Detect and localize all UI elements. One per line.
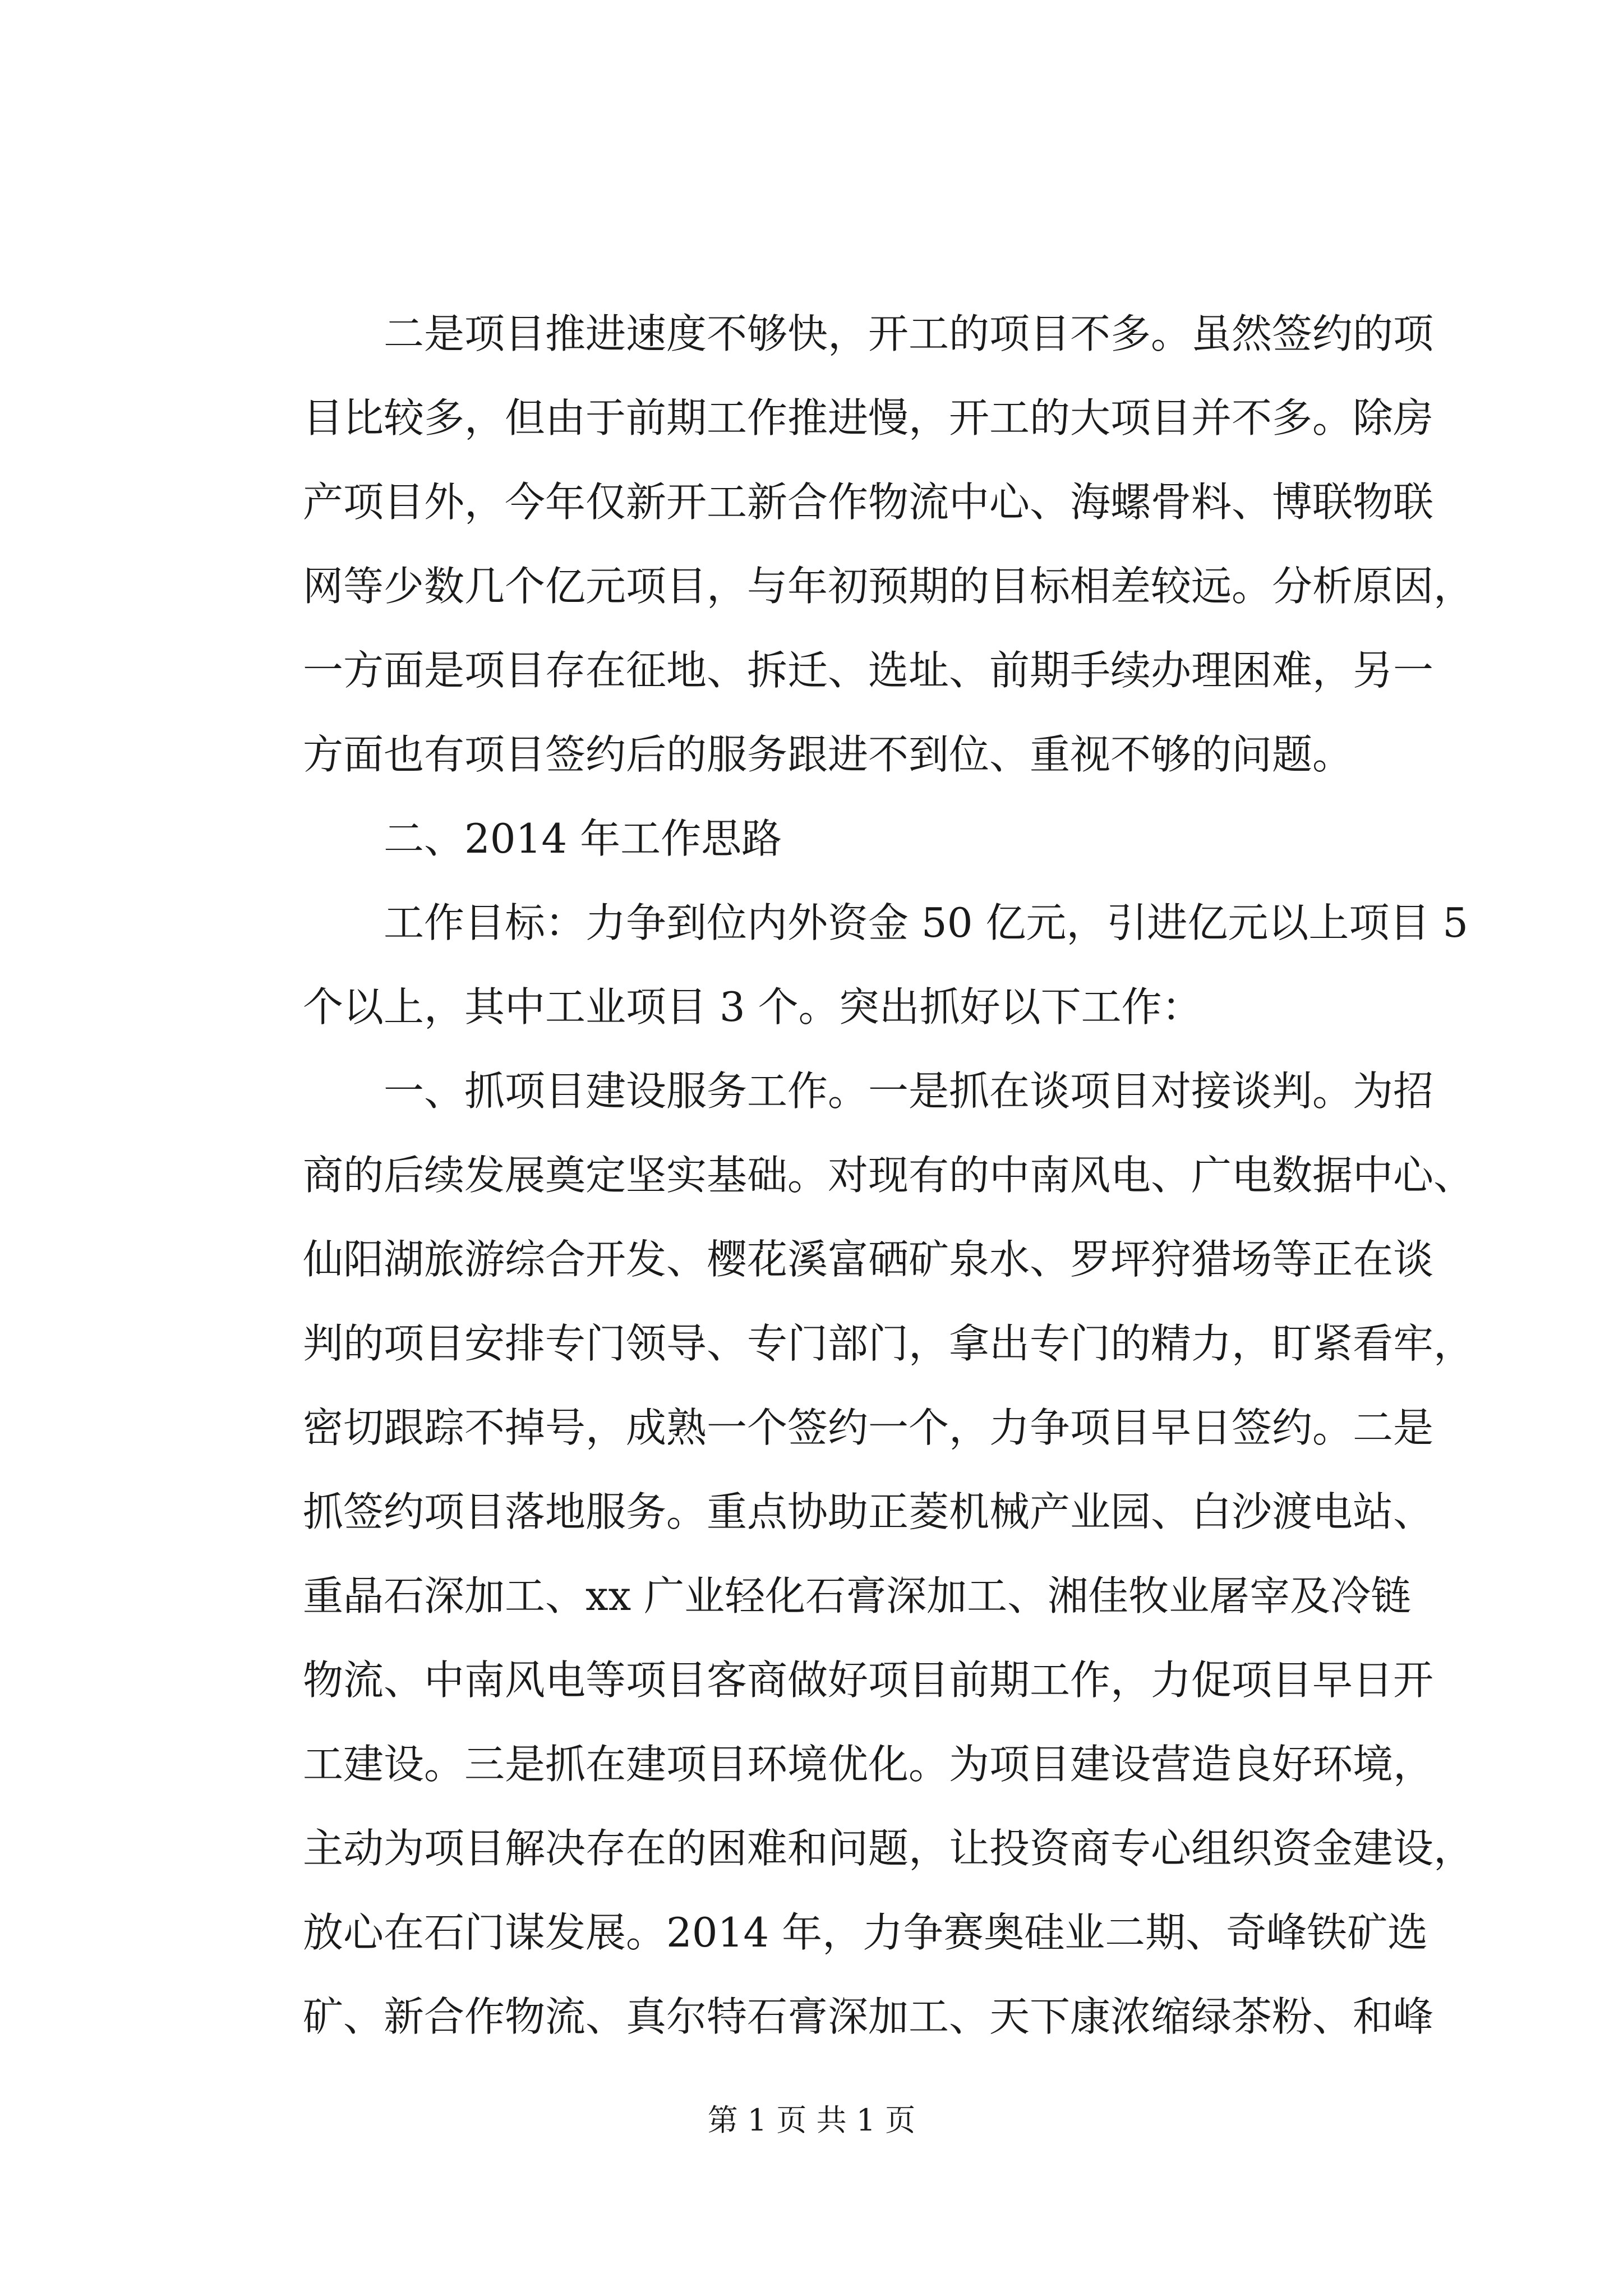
text-line: 密切跟踪不掉号，成熟一个签约一个，力争项目早日签约。二是 <box>303 1404 1434 1451</box>
text-line: 二是项目推进速度不够快，开工的项目不多。虽然签约的项 <box>303 310 1434 357</box>
text-line: 产项目外，今年仅新开工新合作物流中心、海螺骨料、博联物联 <box>303 478 1434 526</box>
page-footer: 第 1 页 共 1 页 <box>707 2102 916 2138</box>
text-line: 主动为项目解决存在的困难和问题，让投资商专心组织资金建设， <box>303 1825 1474 1872</box>
text-line: 一方面是项目存在征地、拆迁、选址、前期手续办理困难，另一 <box>303 647 1434 694</box>
document-body <box>303 292 1474 2059</box>
text-line: 判的项目安排专门领导、专门部门，拿出专门的精力，盯紧看牢， <box>303 1320 1474 1367</box>
text-line: 网等少数几个亿元项目，与年初预期的目标相差较远。分析原因， <box>303 563 1474 610</box>
text-line: 重晶石深加工、xx 广业轻化石膏深加工、湘佳牧业屠宰及冷链 <box>303 1572 1412 1619</box>
text-line: 目比较多，但由于前期工作推进慢，开工的大项目并不多。除房 <box>303 394 1434 441</box>
text-line: 物流、中南风电等项目客商做好项目前期工作，力促项目早日开 <box>303 1657 1434 1704</box>
section-heading: 二、2014 年工作思路 <box>303 815 782 862</box>
text-line: 仙阳湖旅游综合开发、樱花溪富硒矿泉水、罗坪狩猎场等正在谈 <box>303 1236 1434 1283</box>
text-line: 一、抓项目建设服务工作。一是抓在谈项目对接谈判。为招 <box>303 1068 1434 1115</box>
text-line: 工建设。三是抓在建项目环境优化。为项目建设营造良好环境， <box>303 1741 1434 1788</box>
text-line: 方面也有项目签约后的服务跟进不到位、重视不够的问题。 <box>303 731 1353 778</box>
text-line: 商的后续发展奠定坚实基础。对现有的中南风电、广电数据中心、 <box>303 1152 1474 1199</box>
text-line: 工作目标：力争到位内外资金 50 亿元，引进亿元以上项目 5 <box>303 899 1469 946</box>
text-line: 抓签约项目落地服务。重点协助正菱机械产业园、白沙渡电站、 <box>303 1488 1434 1535</box>
text-line: 放心在石门谋发展。2014 年，力争赛奥硅业二期、奇峰铁矿选 <box>303 1909 1428 1956</box>
text-line: 个以上，其中工业项目 3 个。突出抓好以下工作： <box>303 983 1202 1030</box>
text-line: 矿、新合作物流、真尔特石膏深加工、天下康浓缩绿茶粉、和峰 <box>303 1993 1434 2040</box>
